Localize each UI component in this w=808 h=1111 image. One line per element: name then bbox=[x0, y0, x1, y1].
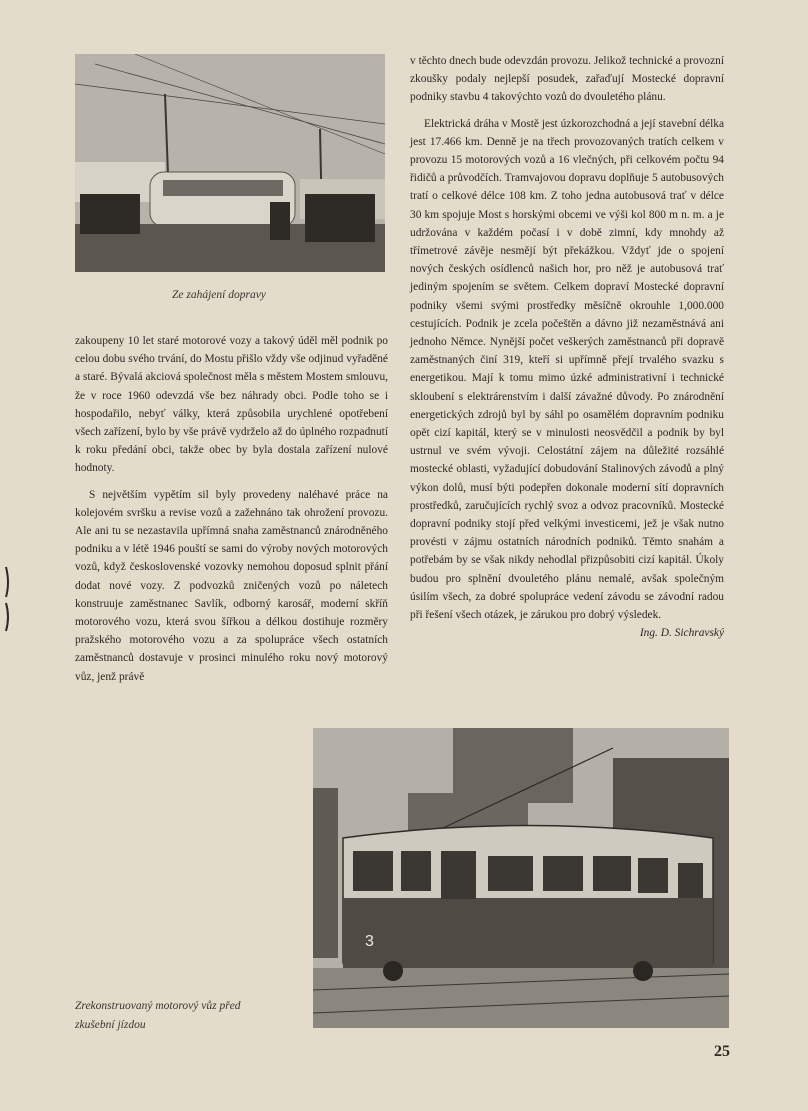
trolleybus-photo-graphic bbox=[75, 54, 385, 272]
article-left-column bbox=[75, 332, 388, 686]
page-number: 25 bbox=[714, 1043, 730, 1060]
tram-photo-graphic bbox=[313, 728, 729, 1028]
photo-caption-bottom-line-1: Zrekonstruovaný motorový vůz před bbox=[75, 1000, 241, 1012]
photo-caption-top: Ze zahájení dopravy bbox=[172, 289, 266, 301]
photo-caption-bottom bbox=[75, 997, 305, 1035]
left-paragraph-1: zakoupeny 10 let staré motorové vozy a takový úděl měl podnik po celou dobu svého trvání, do Mostu přišlo vždy vše odjinud vyřaděné a staré. Bývalá akciová společnost měla s městem Mostem smlouvu, že v roce 1960 odevzdá vše bez náhrady obci. Podle toho se i hospodařilo, nebyť války, která způsobila urychlené opotřebení všech zařízení, bylo by vše právě vydrželo až do úplného rozpadnutí k roku předání obci, takže obec by byla dostala zařízení nulové hodnoty. bbox=[75, 335, 388, 475]
left-paragraph-2: S největším vypětím sil byly provedeny naléhavé práce na kolejovém svršku a revise vozů a zažehnáno tak ohrožení provozu. Ale ani tu se nezastavila upřímná snaha zaměstnanců znárodněného podniku a v létě 1946 pouští se sami do výroby nových motorových vozů, když československé vozovky nemohou doposud splnit přání dodat nové vozy. Z podvozků zničených vozů po náletech konstruuje zaměstnanec Savlík, odborný karosář, moderní skříň motorového vozu, která svou šířkou a délkou dostihuje rozměry pražského motorového vozu a za spolupráce všech ostatních zaměstnanců dostavuje v prosinci minulého roku nový motorový vůz, jenž právě bbox=[75, 488, 388, 683]
binding-mark bbox=[0, 565, 14, 635]
right-paragraph-1: v těchto dnech bude odevzdán provozu. Jelikož technické a provozní zkoušky podaly nejlepší posudek, zařaďují Mostecké dopravní podniky stavbu 4 takovýchto vozů do dvouletého plánu. bbox=[410, 55, 724, 104]
article-right-column bbox=[410, 52, 724, 643]
author-signature: Ing. D. Sichravský bbox=[639, 627, 724, 640]
photo-trolleybus-opening bbox=[75, 54, 385, 272]
photo-caption-bottom-line-2: zkušební jízdou bbox=[75, 1019, 146, 1031]
tram-number-label: 3 bbox=[365, 933, 374, 950]
right-paragraph-2: Elektrická dráha v Mostě jest úzkorozchodná a její stavební délka jest 17.466 km. Denně je na třech provozovaných tratích celkem v provozu 15 motorových vozů a 16 vlečných, při celkovém počtu 94 řidičů a průvodčích. Tramvajovou dopravu doplňuje 5 autobusových tratí o celkové délce 108 km. Z toho jedna autobusová trať v délce 30 km spojuje Most s horskými obcemi ve výši kol 800 m n. m. a je udržována v každém počasí i v době zimní, kdy mnohdy až třímetrové závěje nesmějí být překážkou. Vždyť jde o spojení nových českých osídlenců našich hor, pro něž je autobusová trať jediným spojením se světem. Celkem dopraví Mostecké dopravní podniky všemi svými prostředky měsíčně okrouhle 1,000.000 cestujících. Podnik je zcela počeštěn a dávno již nezaměstnává ani jednoho Němce. Nynější počet veškerých zaměstnanců při dopravě zaměstnaných činí 319, kteří si upřímně přejí trvalého svazku s energetikou. Mají k tomu mimo úzké administrativní i technické skloubení s elektrárenstvím i další závažné důvody. Po znárodnění energetických zdrojů byl by sáhl po osamělém dopravním podniku opět cizí kapitál, který se v minulosti neosvědčil a podnik by byl ustrnul ve svém vývoji. Celostátní zájem na důležité rozsáhlé mostecké oblasti, vyžadující dobudování Stalinových závodů a plný výkon dolů, musí býti podepřen dokonale moderní sítí dopravních prostředků, zaručujících rychlý svoz a odvoz pracovníků. Mostecké dopravní podniky stojí před velkými investicemi, jež je však nutno provésti v zájmu ostatních národních podniků. Těmto snahám a potřebám by se však nikdy nehodlal přizpůsobiti cizí kapitál. Úkoly budou pro splnění dvouletého plánu nemalé, avšak společným úsilím všech, za dobré spolupráce vedení závodu se závodní radou při řešení všech otázek, je zárukou pro dobrý výsledek. bbox=[410, 117, 724, 622]
photo-reconstructed-tram bbox=[313, 728, 729, 1028]
